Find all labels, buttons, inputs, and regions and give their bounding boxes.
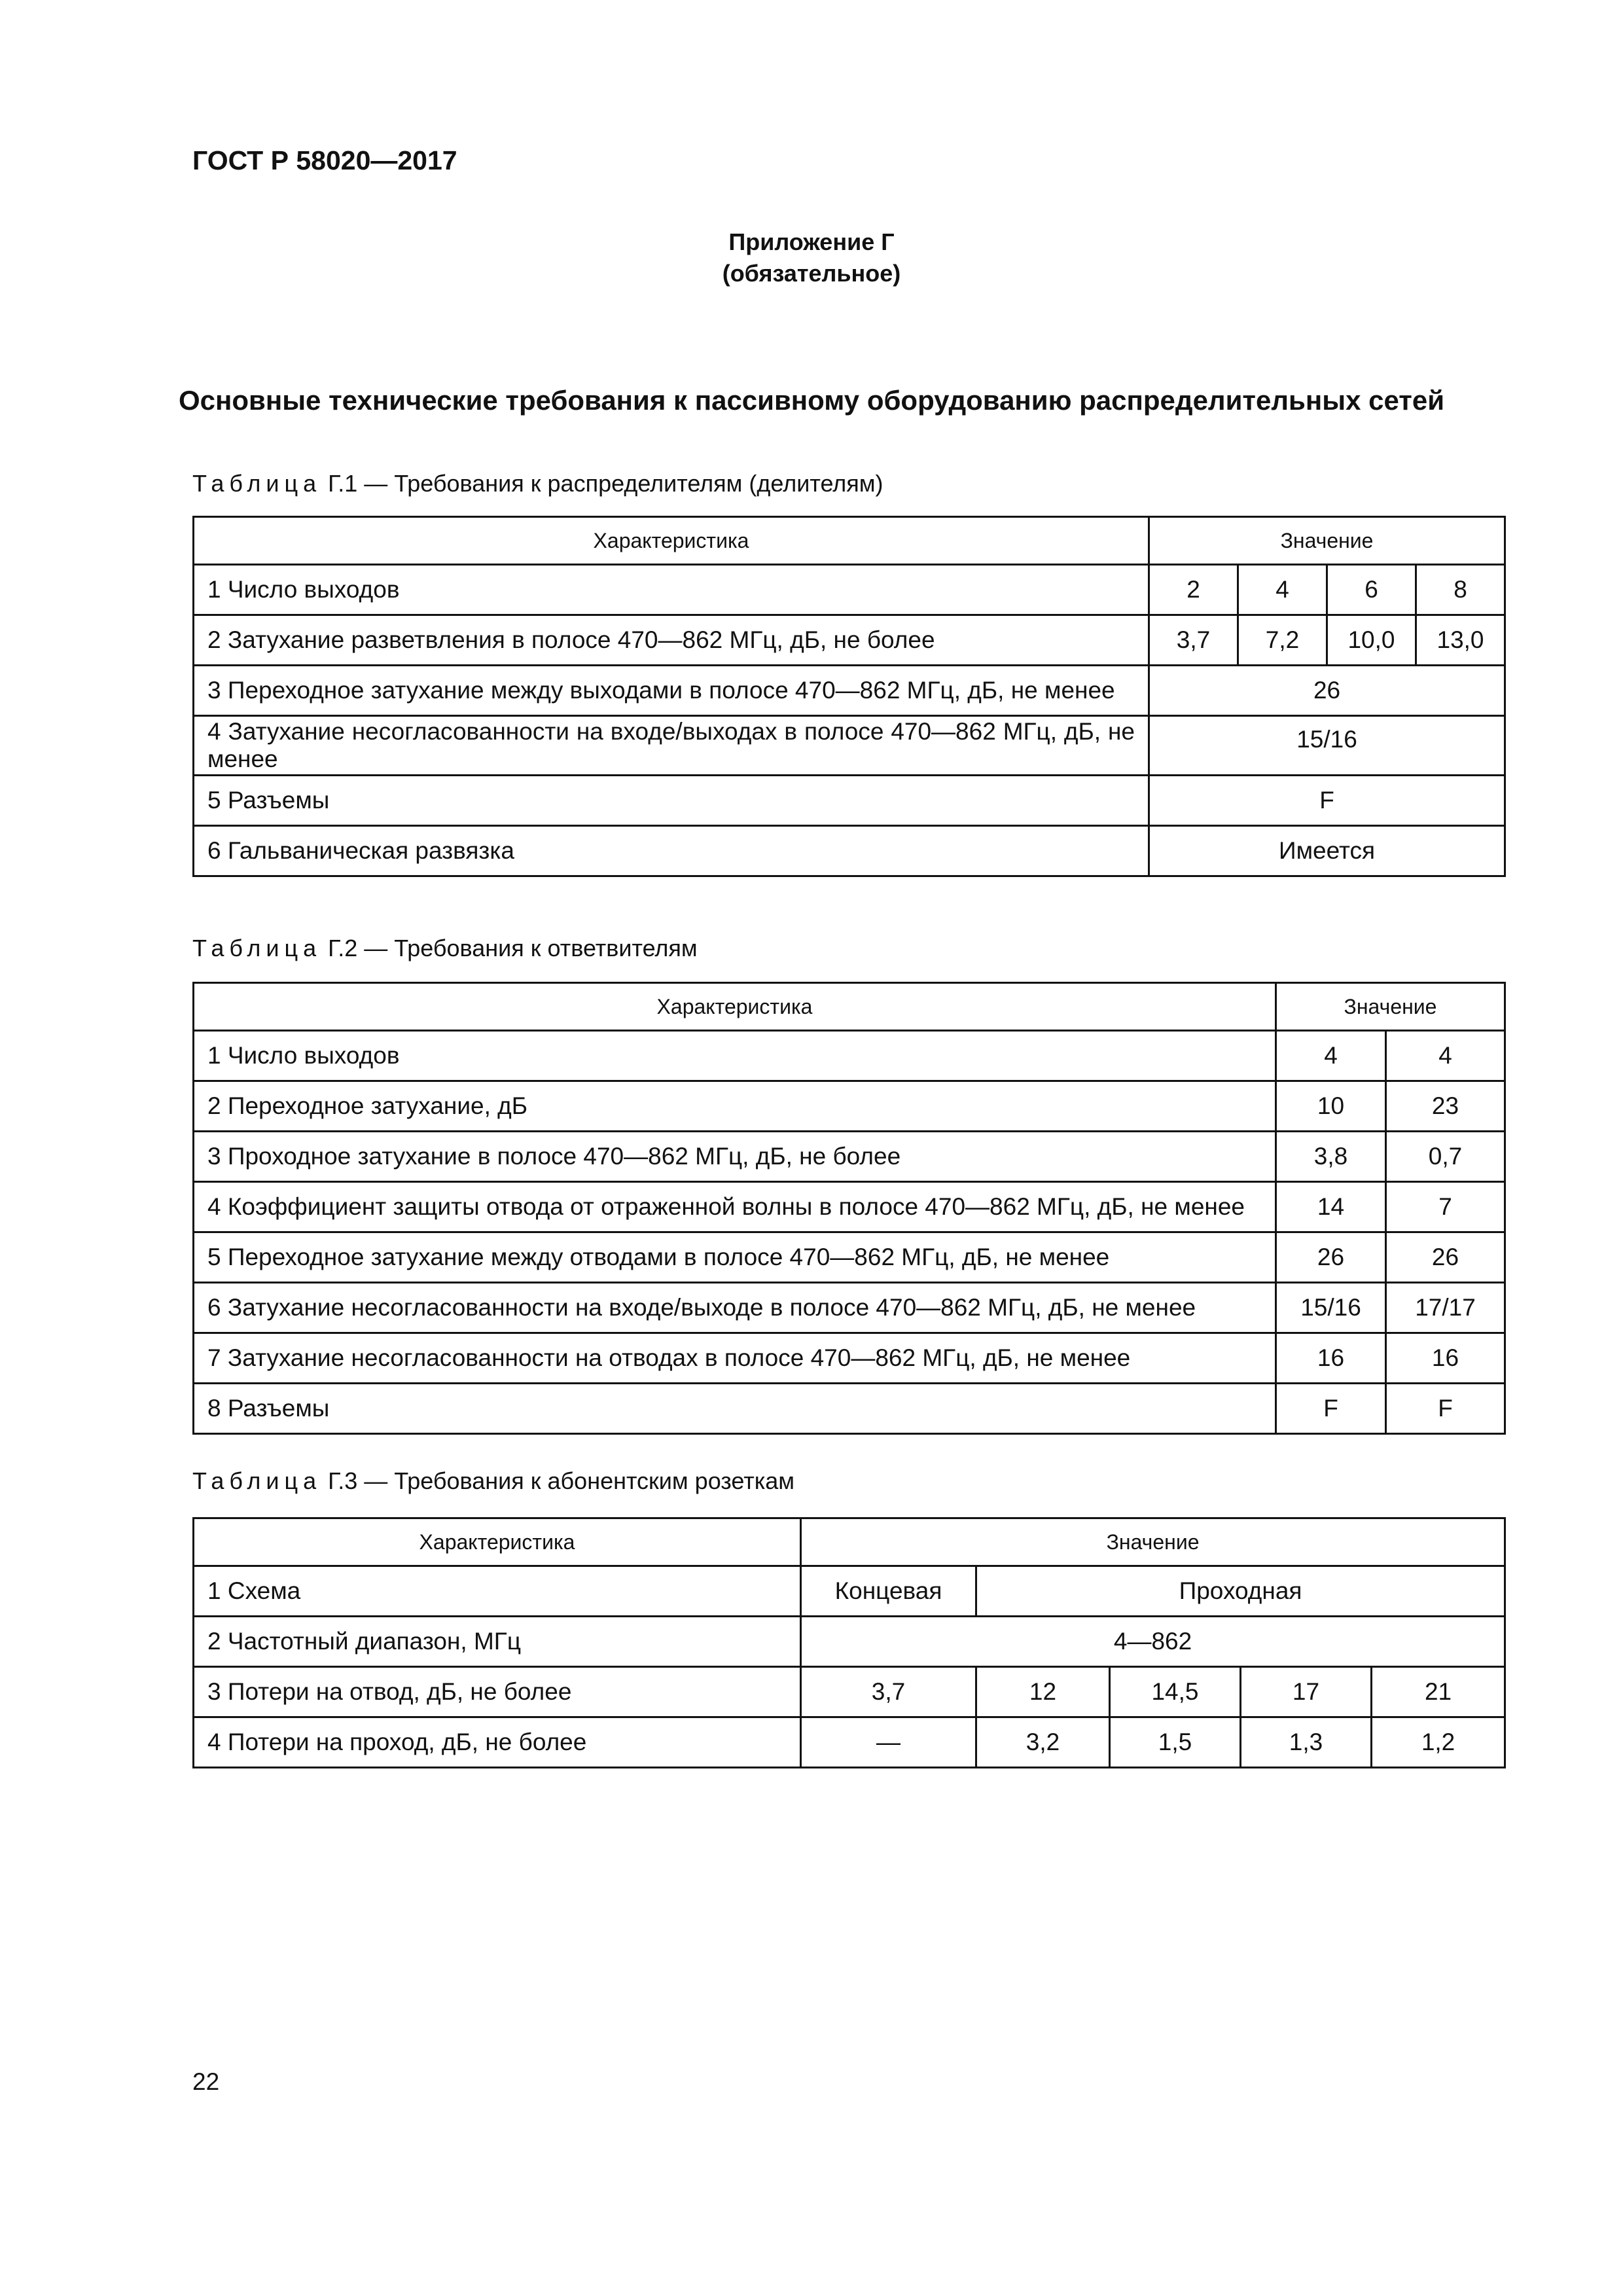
cell-value: 1,5 [1110,1717,1241,1768]
table-row [194,1717,1505,1768]
table-header-row [194,517,1505,565]
page-number: 22 [192,2068,220,2095]
cell-value: 26 [1386,1232,1505,1283]
cell-value: 17 [1241,1667,1372,1717]
cell-value: 4 [1238,565,1327,615]
table-row [194,1566,1505,1617]
cell-value: 3,7 [801,1667,976,1717]
table-row [194,826,1505,876]
table-row [194,1667,1505,1717]
table-row [194,1182,1505,1232]
row-label: 4 Потери на проход, дБ, не более [194,1717,801,1768]
row-label: 4 Затухание несогласованности на входе/выходах в полосе 470—862 МГц, дБ, не менее [194,716,1149,776]
cell-value: 10 [1276,1081,1386,1132]
cell-value: 6 [1327,565,1416,615]
table2-caption-text: Г.2 — Требования к ответвителям [328,935,698,961]
column-header-value: Значение [801,1518,1505,1566]
cell-value: 26 [1149,666,1505,716]
row-label: 3 Потери на отвод, дБ, не более [194,1667,801,1717]
row-label: 2 Затухание разветвления в полосе 470—862 МГц, дБ, не более [194,615,1149,666]
cell-value: 0,7 [1386,1132,1505,1182]
cell-value: F [1149,776,1505,826]
row-label: 4 Коэффициент защиты отвода от отраженной волны в полосе 470—862 МГц, дБ, не менее [194,1182,1276,1232]
table-row [194,776,1505,826]
row-label: 1 Число выходов [194,1031,1276,1081]
cell-value: 4 [1276,1031,1386,1081]
table2-caption [192,935,698,962]
table-row [194,615,1505,666]
table-distributors [192,516,1506,877]
row-label: 8 Разъемы [194,1384,1276,1434]
table-row [194,1333,1505,1384]
cell-value: 26 [1276,1232,1386,1283]
row-label: 6 Затухание несогласованности на входе/выходе в полосе 470—862 МГц, дБ, не менее [194,1283,1276,1333]
cell-value: 17/17 [1386,1283,1505,1333]
cell-value: 1,2 [1372,1717,1505,1768]
appendix-status: (обязательное) [722,260,901,287]
table-header-row [194,1518,1505,1566]
cell-value: 4 [1386,1031,1505,1081]
table-row [194,1081,1505,1132]
cell-value: 21 [1372,1667,1505,1717]
cell-value: 2 [1149,565,1238,615]
table-row [194,1283,1505,1333]
row-label: 1 Схема [194,1566,801,1617]
column-header-value: Значение [1149,517,1505,565]
cell-value: 1,3 [1241,1717,1372,1768]
section-title: Основные технические требования к пассивному оборудованию распределительных сетей [178,385,1445,416]
cell-value: 7 [1386,1182,1505,1232]
cell-value: 15/16 [1149,716,1505,776]
appendix-heading [0,226,1623,289]
cell-value: — [801,1717,976,1768]
table3-caption-text: Г.3 — Требования к абонентским розеткам [328,1467,795,1494]
table-row [194,1617,1505,1667]
cell-value: 3,2 [976,1717,1110,1768]
table3-caption [192,1467,794,1495]
table3-caption-prefix: Таблица [192,1467,322,1494]
table2-caption-prefix: Таблица [192,935,322,961]
cell-value: 12 [976,1667,1110,1717]
table-row [194,1132,1505,1182]
row-label: 2 Частотный диапазон, МГц [194,1617,801,1667]
table-row [194,565,1505,615]
row-label: 6 Гальваническая развязка [194,826,1149,876]
cell-value: 13,0 [1416,615,1505,666]
table-subscriber-sockets [192,1517,1506,1768]
cell-value: Проходная [976,1566,1505,1617]
cell-value: Имеется [1149,826,1505,876]
column-header-characteristic: Характеристика [194,517,1149,565]
cell-value: F [1386,1384,1505,1434]
table-row [194,716,1505,776]
row-label: 5 Разъемы [194,776,1149,826]
cell-value: 15/16 [1276,1283,1386,1333]
cell-value: 14,5 [1110,1667,1241,1717]
row-label: 1 Число выходов [194,565,1149,615]
column-header-characteristic: Характеристика [194,983,1276,1031]
cell-value: Концевая [801,1566,976,1617]
row-label: 3 Проходное затухание в полосе 470—862 МГц, дБ, не более [194,1132,1276,1182]
cell-value: 8 [1416,565,1505,615]
cell-value: 16 [1386,1333,1505,1384]
cell-value: 4—862 [801,1617,1505,1667]
cell-value: 23 [1386,1081,1505,1132]
table1-caption-prefix: Таблица [192,470,322,497]
cell-value: 7,2 [1238,615,1327,666]
cell-value: 16 [1276,1333,1386,1384]
table1-caption [192,470,883,497]
table-row [194,1384,1505,1434]
row-label: 7 Затухание несогласованности на отводах в полосе 470—862 МГц, дБ, не менее [194,1333,1276,1384]
cell-value: 3,8 [1276,1132,1386,1182]
table1-caption-text: Г.1 — Требования к распределителям (делителям) [328,470,883,497]
table-header-row [194,983,1505,1031]
row-label: 2 Переходное затухание, дБ [194,1081,1276,1132]
table-row [194,1232,1505,1283]
row-label: 3 Переходное затухание между выходами в полосе 470—862 МГц, дБ, не менее [194,666,1149,716]
table-row [194,1031,1505,1081]
table-couplers [192,982,1506,1435]
cell-value: 10,0 [1327,615,1416,666]
column-header-characteristic: Характеристика [194,1518,801,1566]
cell-value: 14 [1276,1182,1386,1232]
cell-value: F [1276,1384,1386,1434]
document-code: ГОСТ Р 58020—2017 [192,145,457,175]
row-label: 5 Переходное затухание между отводами в полосе 470—862 МГц, дБ, не менее [194,1232,1276,1283]
column-header-value: Значение [1276,983,1505,1031]
cell-value: 3,7 [1149,615,1238,666]
table-row [194,666,1505,716]
appendix-title: Приложение Г [728,228,895,255]
